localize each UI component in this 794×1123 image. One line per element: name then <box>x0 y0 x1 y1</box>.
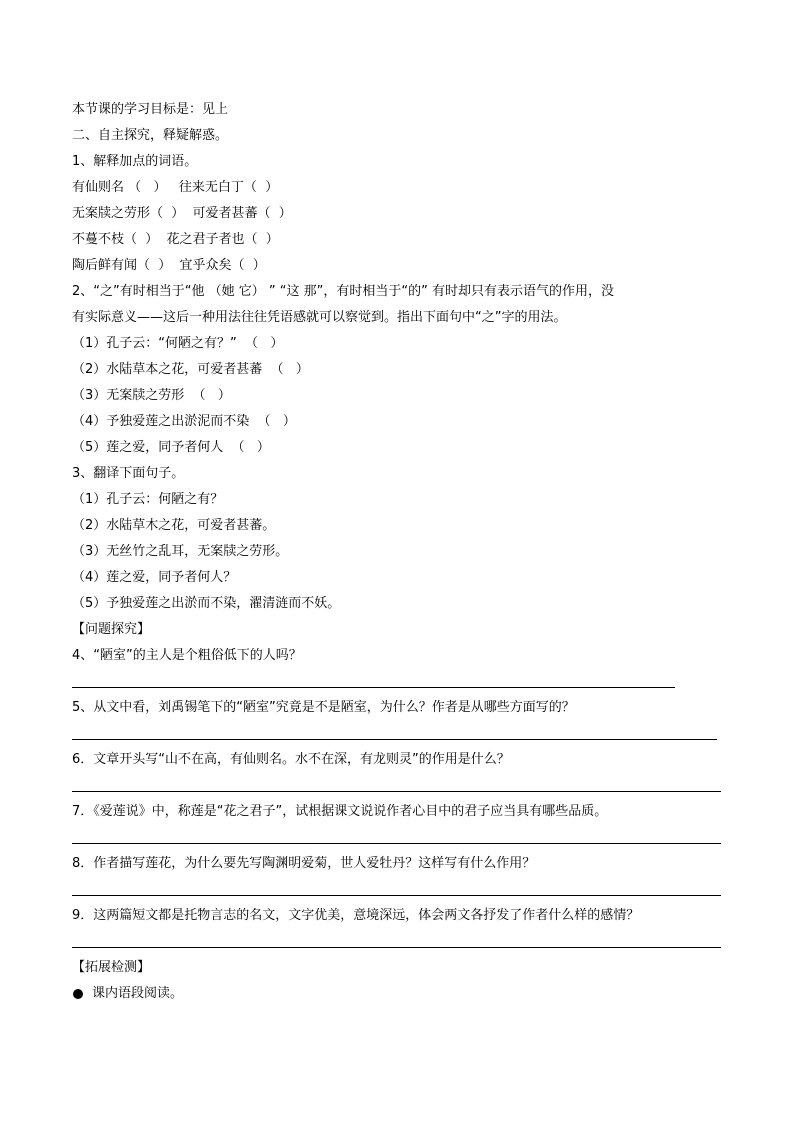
answer-line <box>72 739 717 740</box>
q3-item: （3）无丝竹之乱耳，无案牍之劳形。 <box>72 544 289 559</box>
learning-goal-line: 本节课的学习目标是：见上 <box>72 102 229 117</box>
answer-line <box>72 843 721 844</box>
explore-question-4: 4、“陋室”的主人是个粗俗低下的人吗？ <box>72 648 302 663</box>
answer-line <box>72 895 721 896</box>
q3-item: （5）予独爱莲之出淤而不染，濯清涟而不妖。 <box>72 596 341 611</box>
q3-item: （1）孔子云：何陋之有？ <box>72 492 224 507</box>
q1-row: 陶后鲜有闻（ ） 宜乎众矣（ ） <box>72 258 266 273</box>
answer-line <box>72 687 675 688</box>
q2-prompt-line-1: 2、“之”有时相当于“他 （她 它） ” “这 那”，有时相当于“的” 有时却只有表示语气的作用，没 <box>72 284 614 299</box>
q3-item: （2）水陆草木之花，可爱者甚蕃。 <box>72 518 276 533</box>
q2-item: （4）予独爱莲之出淤泥而不染 （ ） <box>72 414 296 429</box>
q2-item: （1）孔子云：“何陋之有？” （ ） <box>72 336 284 351</box>
explore-question-6: 6．文章开头写“山不在高，有仙则名。水不在深，有龙则灵”的作用是什么？ <box>72 752 510 767</box>
q1-title: 1、解释加点的词语。 <box>72 154 198 169</box>
extension-bullet-text: 课内语段阅读。 <box>92 986 184 1001</box>
q3-title: 3、翻译下面句子。 <box>72 466 185 481</box>
bullet-icon <box>73 989 83 999</box>
extension-bullet-item <box>73 986 183 1002</box>
extension-header: 【拓展检测】 <box>72 960 151 975</box>
explore-question-9: 9．这两篇短文都是托物言志的名文，文字优美，意境深远，体会两文各抒发了作者什么样的感情？ <box>72 908 640 923</box>
answer-line <box>72 791 721 792</box>
q1-row: 不蔓不枝（ ） 花之君子者也（ ） <box>72 232 279 247</box>
section-2-title: 二、自主探究，释疑解惑。 <box>72 128 229 143</box>
q1-row: 有仙则名 （ ） 往来无白丁（ ） <box>72 180 279 195</box>
explore-question-7: 7．《爱莲说》中，称莲是“花之君子”，试根据课文说说作者心目中的君子应当具有哪些品质。 <box>72 804 608 819</box>
answer-line <box>72 947 721 948</box>
explore-question-8: 8．作者描写莲花，为什么要先写陶渊明爱菊，世人爱牡丹？这样写有什么作用？ <box>72 856 536 871</box>
q3-item: （4）莲之爱，同予者何人？ <box>72 570 237 585</box>
explore-header: 【问题探究】 <box>72 622 151 637</box>
q1-row: 无案牍之劳形（ ） 可爱者甚蕃（ ） <box>72 206 292 221</box>
q2-item: （5）莲之爱，同予者何人 （ ） <box>72 440 270 455</box>
explore-question-5: 5、从文中看，刘禹锡笔下的“陋室”究竟是不是陋室，为什么？作者是从哪些方面写的？ <box>72 700 575 715</box>
q2-prompt-line-2: 有实际意义——这后一种用法往往凭语感就可以察觉到。指出下面句中“之”字的用法。 <box>72 310 567 325</box>
q2-item: （2）水陆草本之花，可爱者甚蕃 （ ） <box>72 362 309 377</box>
q2-item: （3）无案牍之劳形 （ ） <box>72 388 231 403</box>
